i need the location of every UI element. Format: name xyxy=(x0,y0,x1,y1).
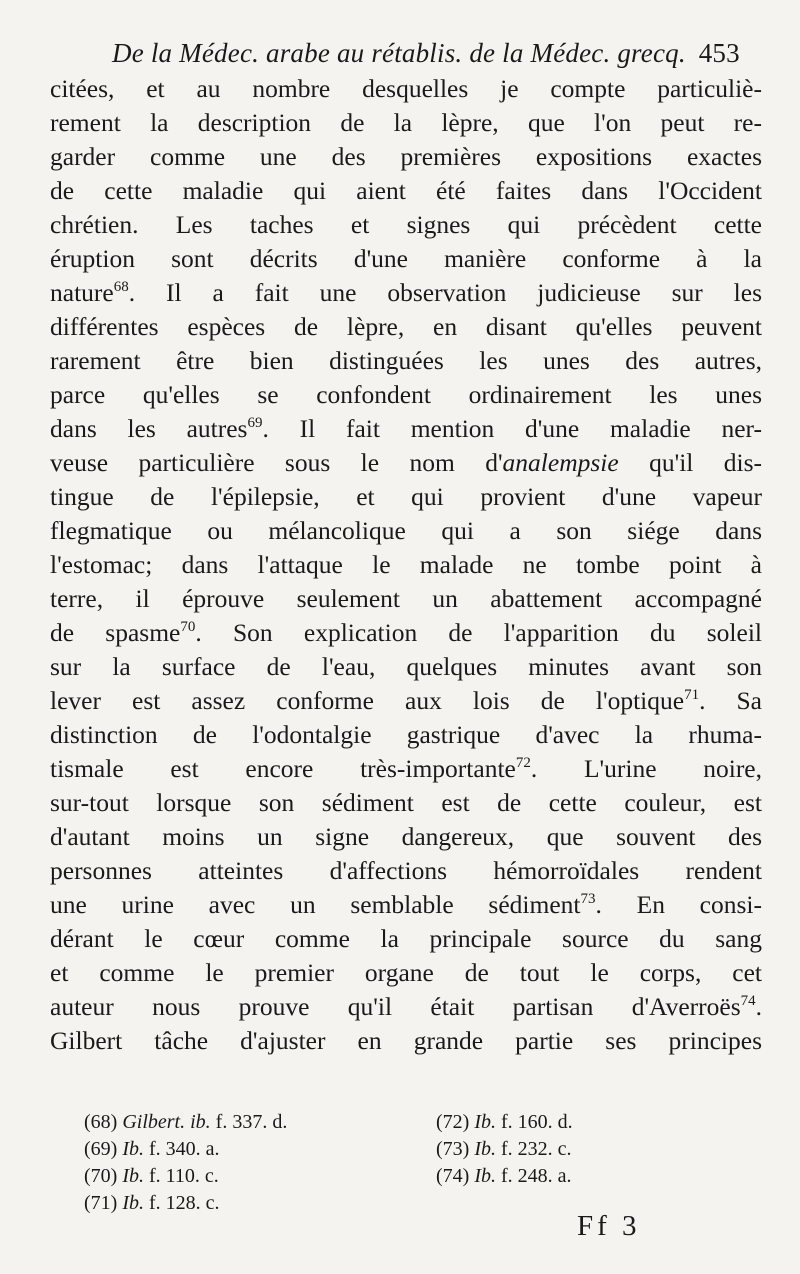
text-line: sur-tout lorsque son sédiment est de cette couleur, est xyxy=(50,788,762,817)
footnote-68 xyxy=(84,1108,287,1135)
footnote-folio: f. 337. d. xyxy=(215,1111,288,1133)
body-text xyxy=(50,72,762,1058)
footnote-mark: (72) xyxy=(436,1111,470,1133)
text-line: citées, et au nombre desquelles je compte particuliè- xyxy=(50,74,762,103)
text-segment: qu'il dis- xyxy=(618,448,762,477)
text-line: terre, il éprouve seulement un abattement accompagné xyxy=(50,584,762,613)
footnote-ref-72: 72 xyxy=(515,755,531,771)
footnote-ref-69: 69 xyxy=(247,415,263,431)
text-line: l'estomac; dans l'attaque le malade ne tombe point à xyxy=(50,550,762,579)
footnote-folio: f. 340. a. xyxy=(149,1138,220,1160)
text-segment: une urine avec un semblable sédiment xyxy=(50,890,581,919)
footnote-source: Ib. xyxy=(122,1165,144,1187)
text-line: rarement être bien distinguées les unes des autres, xyxy=(50,346,762,375)
text-segment: tismale est encore très-importante xyxy=(50,754,516,783)
footnote-source: Ib. xyxy=(474,1111,496,1133)
footnotes-right-column xyxy=(436,1108,573,1189)
text-line: différentes espèces de lèpre, en disant qu'elles peuvent xyxy=(50,312,762,341)
text-segment: veuse particulière sous le nom d' xyxy=(50,448,503,477)
text-line: parce qu'elles se confondent ordinairement les unes xyxy=(50,380,762,409)
text-segment: . Il fait mention d'une maladie ner- xyxy=(262,414,762,443)
text-line: dérant le cœur comme la principale source du sang xyxy=(50,924,762,953)
footnote-73 xyxy=(436,1135,573,1162)
text-line: de cette maladie qui aient été faites dans l'Occident xyxy=(50,176,762,205)
text-line: garder comme une des premières expositions exactes xyxy=(50,142,762,171)
text-segment: lever est assez conforme aux lois de l'optique xyxy=(50,686,685,715)
running-header xyxy=(112,38,792,69)
footnote-folio: f. 128. c. xyxy=(149,1192,220,1214)
footnote-source: Ib. xyxy=(474,1138,496,1160)
footnote-74 xyxy=(436,1162,573,1189)
text-line: éruption sont décrits d'une manière conforme à la xyxy=(50,244,762,273)
text-line xyxy=(50,276,762,310)
footnote-source: Ib. xyxy=(122,1192,144,1214)
text-segment: dans les autres xyxy=(50,414,248,443)
footnote-ref-74: 74 xyxy=(740,993,756,1009)
text-line: tingue de l'épilepsie, et qui provient d'une vapeur xyxy=(50,482,762,511)
footnote-folio: f. 232. c. xyxy=(501,1138,572,1160)
text-line: distinction de l'odontalgie gastrique d'avec la rhuma- xyxy=(50,720,762,749)
footnote-folio: f. 248. a. xyxy=(501,1165,572,1187)
footnote-ref-70: 70 xyxy=(180,619,196,635)
running-title: De la Médec. arabe au rétablis. de la Médec. grecq. xyxy=(112,38,686,68)
text-line: chrétien. Les taches et signes qui précèdent cette xyxy=(50,210,762,239)
footnote-folio: f. 110. c. xyxy=(149,1165,219,1187)
text-segment: . L'urine noire, xyxy=(530,754,763,783)
text-line: et comme le premier organe de tout le corps, cet xyxy=(50,958,762,987)
footnote-mark: (73) xyxy=(436,1138,470,1160)
text-segment: de spasme xyxy=(50,618,181,647)
footnote-folio: f. 160. d. xyxy=(501,1111,573,1133)
text-segment: . Sa xyxy=(699,686,762,715)
text-line xyxy=(50,888,762,922)
text-line xyxy=(50,752,762,786)
footnote-71 xyxy=(84,1189,287,1216)
footnote-ref-71: 71 xyxy=(684,687,700,703)
footnotes-left-column xyxy=(84,1108,287,1216)
footnote-mark: (68) xyxy=(84,1111,118,1133)
text-line: d'autant moins un signe dangereux, que souvent des xyxy=(50,822,762,851)
text-line xyxy=(50,684,762,718)
signature-mark: Ff 3 xyxy=(577,1210,641,1242)
text-line: personnes atteintes d'affections hémorroïdales rendent xyxy=(50,856,762,885)
text-line: Gilbert tâche d'ajuster en grande partie ses principes xyxy=(50,1026,762,1055)
text-segment: . xyxy=(755,992,762,1021)
text-segment: . En consi- xyxy=(595,890,762,919)
page-number: 453 xyxy=(698,38,740,68)
italic-term: analempsie xyxy=(502,448,619,477)
text-segment: . Il a fait une observation judicieuse sur les xyxy=(128,278,762,307)
text-line xyxy=(50,616,762,650)
footnote-source: Ib. xyxy=(474,1165,496,1187)
footnote-72 xyxy=(436,1108,573,1135)
text-line: rement la description de la lèpre, que l'on peut re- xyxy=(50,108,762,137)
footnote-source: Gilbert. ib. xyxy=(122,1111,211,1133)
footnote-mark: (70) xyxy=(84,1165,118,1187)
footnote-ref-68: 68 xyxy=(113,279,129,295)
text-line xyxy=(50,990,762,1024)
footnote-mark: (74) xyxy=(436,1165,470,1187)
text-line xyxy=(50,446,762,480)
text-segment: . Son explication de l'apparition du soleil xyxy=(195,618,762,647)
text-line: flegmatique ou mélancolique qui a son siége dans xyxy=(50,516,762,545)
text-segment: nature xyxy=(50,278,114,307)
footnote-ref-73: 73 xyxy=(580,891,596,907)
footnote-70 xyxy=(84,1162,287,1189)
text-line: sur la surface de l'eau, quelques minutes avant son xyxy=(50,652,762,681)
text-line xyxy=(50,412,762,446)
footnote-mark: (69) xyxy=(84,1138,118,1160)
text-segment: auteur nous prouve qu'il était partisan d'Averroës xyxy=(50,992,741,1021)
footnote-mark: (71) xyxy=(84,1192,118,1214)
footnote-69 xyxy=(84,1135,287,1162)
footnote-source: Ib. xyxy=(122,1138,144,1160)
